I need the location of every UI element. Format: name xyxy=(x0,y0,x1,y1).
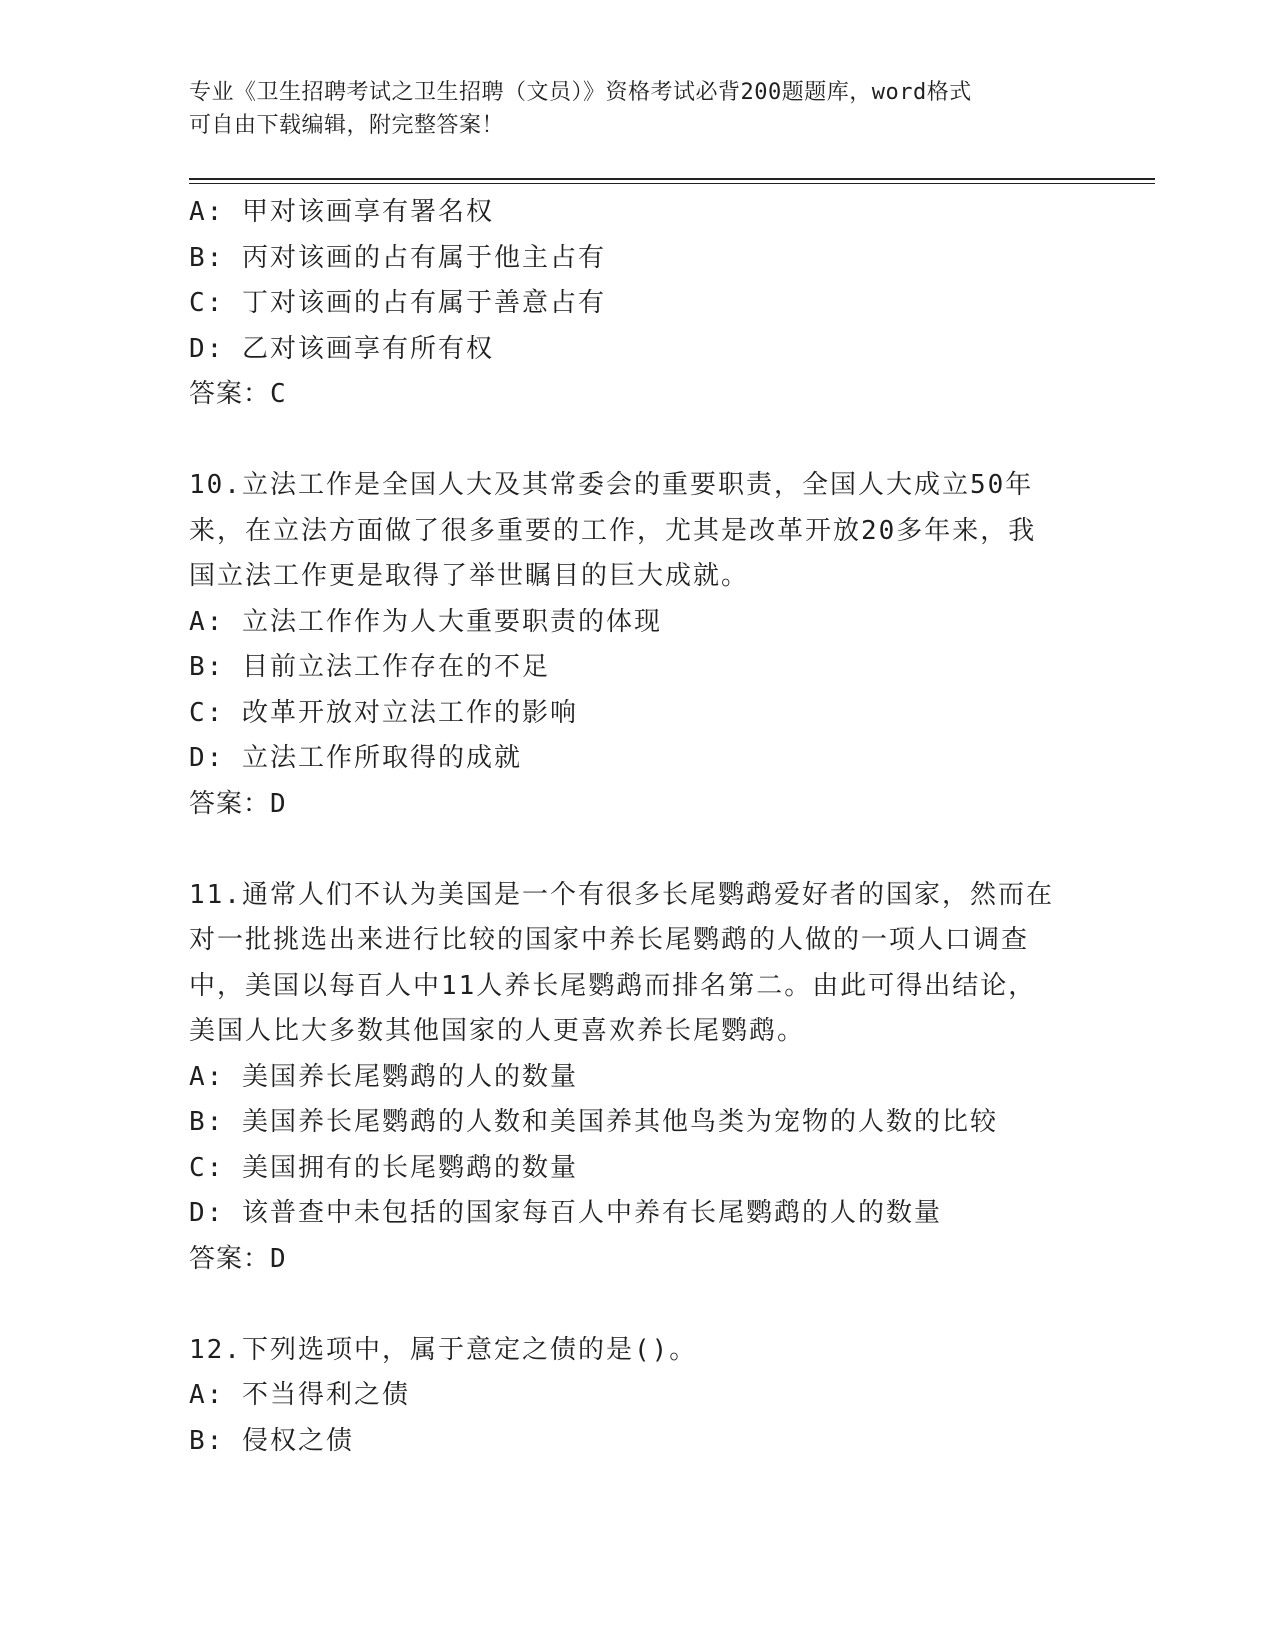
question-stem: 12.下列选项中，属于意定之债的是()。 xyxy=(189,1334,698,1365)
header-divider-thin xyxy=(189,183,1155,184)
answer: 答案：C xyxy=(189,379,287,409)
option-c: C: 美国拥有的长尾鹦鹉的数量 xyxy=(189,1152,578,1183)
answer: 答案：D xyxy=(189,1243,287,1274)
question-stem: 美国人比大多数其他国家的人更喜欢养长尾鹦鹉。 xyxy=(189,1016,806,1046)
option-b: B: 侵权之债 xyxy=(189,1425,354,1456)
header-line-2: 可自由下载编辑，附完整答案！ xyxy=(189,113,505,138)
question-stem: 10.立法工作是全国人大及其常委会的重要职责，全国人大成立50年 xyxy=(189,470,1034,500)
answer: 答案：D xyxy=(189,788,287,819)
option-a: A: 美国养长尾鹦鹉的人的数量 xyxy=(189,1061,578,1092)
question-stem: 来，在立法方面做了很多重要的工作，尤其是改革开放20多年来，我 xyxy=(189,515,1037,546)
question-11 xyxy=(189,873,1089,1283)
question-9 xyxy=(189,190,1089,418)
option-c: C: 改革开放对立法工作的影响 xyxy=(189,697,578,728)
option-d: D: 乙对该画享有所有权 xyxy=(189,333,494,364)
option-d: D: 立法工作所取得的成就 xyxy=(189,743,522,773)
option-b: B: 美国养长尾鹦鹉的人数和美国养其他鸟类为宠物的人数的比较 xyxy=(189,1107,998,1137)
option-d: D: 该普查中未包括的国家每百人中养有长尾鹦鹉的人的数量 xyxy=(189,1198,942,1228)
question-stem: 中，美国以每百人中11人养长尾鹦鹉而排名第二。由此可得出结论， xyxy=(189,970,1037,1001)
option-b: B: 丙对该画的占有属于他主占有 xyxy=(189,242,606,273)
header-line-1: 专业《卫生招聘考试之卫生招聘（文员）》资格考试必背200题题库，word格式 xyxy=(189,80,972,105)
document-body xyxy=(189,190,1089,1464)
option-c: C: 丁对该画的占有属于善意占有 xyxy=(189,288,606,318)
document-header xyxy=(189,76,1069,142)
option-b: B: 目前立法工作存在的不足 xyxy=(189,652,550,682)
option-a: A: 立法工作作为人大重要职责的体现 xyxy=(189,606,662,637)
option-a: A: 甲对该画享有署名权 xyxy=(189,197,494,227)
header-divider-thick xyxy=(189,178,1155,180)
option-a: A: 不当得利之债 xyxy=(189,1380,410,1410)
question-stem: 对一批挑选出来进行比较的国家中养长尾鹦鹉的人做的一项人口调查 xyxy=(189,925,1030,955)
question-10 xyxy=(189,463,1089,827)
question-stem: 11.通常人们不认为美国是一个有很多长尾鹦鹉爱好者的国家，然而在 xyxy=(189,879,1054,910)
question-12 xyxy=(189,1328,1089,1465)
question-stem: 国立法工作更是取得了举世瞩目的巨大成就。 xyxy=(189,561,750,591)
